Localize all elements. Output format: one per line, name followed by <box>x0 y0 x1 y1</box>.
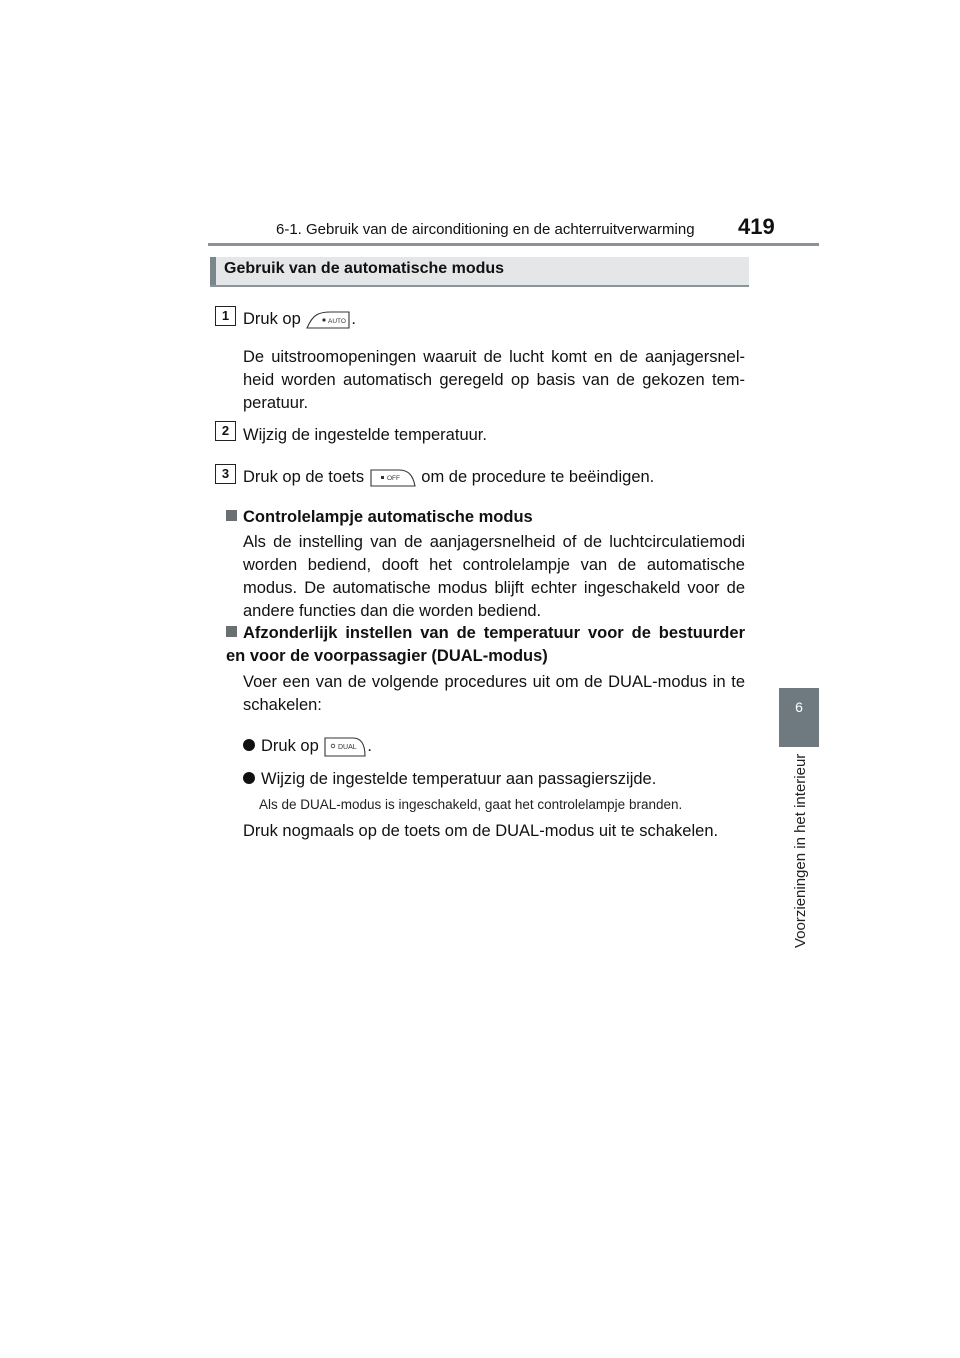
section-heading <box>210 257 749 287</box>
bullet-2-text: Wijzig de ingestelde temperatuur aan passagierszijde. <box>261 770 657 788</box>
step-1-line <box>243 308 356 331</box>
note-2-heading: Afzonderlijk instellen van de temperatuur voor de bestuurder en voor de voorpassagier (DUAL-modus) <box>226 624 745 665</box>
section-title: Gebruik van de automatische modus <box>224 260 505 277</box>
note-2-closing: Druk nogmaals op de toets om de DUAL-modus uit te schakelen. <box>243 822 719 840</box>
page-number: 419 <box>738 214 775 239</box>
note-2-bullet-1 <box>243 735 372 758</box>
bullet-1-text-before: Druk op <box>261 737 319 755</box>
section-heading-bar <box>210 257 216 285</box>
step-1-text-after: . <box>351 310 356 328</box>
step-number-1: 1 <box>215 306 236 326</box>
header-rule <box>208 243 819 246</box>
step-number-2: 2 <box>215 421 236 441</box>
chapter-title: Voorzieningen in het interieur <box>792 753 809 948</box>
svg-text:AUTO: AUTO <box>328 317 347 325</box>
chapter-number: 6 <box>795 699 803 715</box>
chapter-tab <box>779 688 819 747</box>
step-number-3: 3 <box>215 464 236 484</box>
svg-text:OFF: OFF <box>386 474 400 482</box>
square-bullet-icon <box>226 510 237 521</box>
off-button-icon <box>369 468 417 488</box>
note-2-bullet-2 <box>243 768 656 791</box>
auto-button-icon <box>305 310 351 330</box>
note-2-body: Voer een van de volgende procedures uit om de DUAL-modus in te schakelen: <box>243 673 745 714</box>
running-header: 6-1. Gebruik van de airconditioning en de achterruitverwarming <box>276 221 695 238</box>
square-bullet-icon <box>226 626 237 637</box>
note-2-heading-row <box>226 622 745 668</box>
note-1-heading: Controlelampje automatische modus <box>243 508 533 526</box>
bullet-dot-icon <box>243 772 255 784</box>
step-3-text-after: om de procedure te beëindigen. <box>421 468 655 486</box>
step-1-text-before: Druk op <box>243 310 301 328</box>
note-1-heading-row <box>226 506 533 529</box>
step-1-detail: De uitstroomopeningen waaruit de lucht komt en de aanjagersnel-heid worden automatisch geregeld op basis van de gekozen tem-peratuur. <box>243 348 745 412</box>
step-3-line <box>243 466 654 489</box>
chapter-title-vertical <box>760 753 840 960</box>
note-1-body: Als de instelling van de aanjagersnelheid of de luchtcirculatiemodi worden bediend, dooft het controlelampje van de automatische modus. De automatische modus blijft echter ingeschakeld voor de andere functies dan die worden bediend. <box>243 533 745 620</box>
bullet-1-text-after: . <box>367 737 372 755</box>
step-3-text-before: Druk op de toets <box>243 468 365 486</box>
step-2-text: Wijzig de ingestelde temperatuur. <box>243 426 487 444</box>
svg-text:DUAL: DUAL <box>338 743 358 751</box>
bullet-dot-icon <box>243 739 255 751</box>
note-2-small-note: Als de DUAL-modus is ingeschakeld, gaat het controlelampje branden. <box>259 797 683 812</box>
dual-button-icon <box>323 736 367 758</box>
